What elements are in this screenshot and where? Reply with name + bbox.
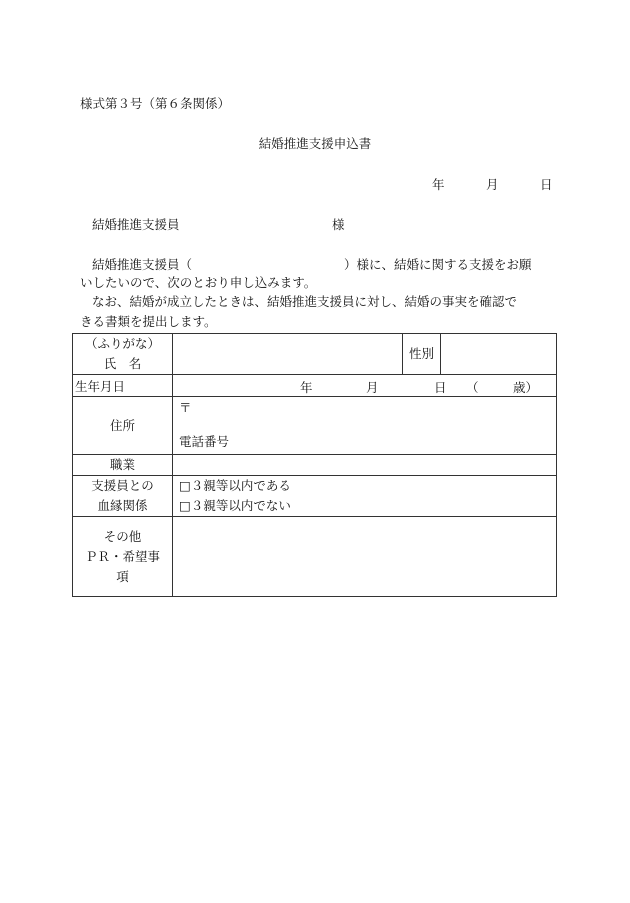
body-line-2: いしたいので、次のとおり申し込みます。	[80, 275, 317, 290]
pr-label-cell	[73, 517, 173, 597]
address-row	[73, 397, 557, 455]
relation-label-2: 血縁関係	[97, 498, 148, 513]
checkbox-icon[interactable]: □	[179, 498, 191, 513]
body-line-4: きる書類を提出します。	[80, 314, 217, 329]
address-field[interactable]	[173, 397, 557, 455]
birth-year-label: 年	[300, 380, 313, 395]
birth-month-label: 月	[366, 380, 379, 395]
gender-field[interactable]	[441, 334, 557, 375]
name-label: 氏 名	[103, 356, 142, 371]
other-label: その他	[103, 528, 142, 544]
relation-options	[173, 476, 557, 517]
application-form-table	[72, 333, 557, 597]
birthdate-row	[73, 375, 557, 397]
name-field[interactable]	[173, 334, 403, 375]
date-year-label: 年	[432, 177, 445, 192]
birth-day-label: 日	[434, 380, 447, 395]
body-line-1a: 結婚推進支援員（	[92, 257, 193, 272]
birthdate-field[interactable]	[173, 375, 557, 397]
address-label: 住所	[73, 397, 173, 455]
relation-label-1: 支援員との	[91, 478, 154, 493]
gender-label: 性別	[403, 334, 441, 375]
document-title: 結婚推進支援申込書	[258, 136, 372, 151]
addressee-honorific: 様	[332, 217, 345, 232]
option-2-label: ３親等以内でない	[190, 498, 291, 513]
age-open-paren: （	[466, 380, 479, 395]
relation-label-cell	[73, 476, 173, 517]
phone-label: 電話番号	[179, 434, 230, 449]
occupation-field[interactable]	[173, 455, 557, 476]
furigana-label: （ふりがな）	[84, 336, 160, 351]
occupation-row	[73, 455, 557, 476]
body-line-1b: ）様に、結婚に関する支援をお願	[344, 257, 532, 272]
option-within-3rd-degree[interactable]	[179, 476, 550, 496]
pr-field[interactable]	[173, 517, 557, 597]
addressee-label: 結婚推進支援員	[92, 217, 180, 232]
pr-label: ＰＲ・希望事項	[84, 548, 160, 584]
postal-mark: 〒	[179, 400, 192, 415]
date-month-label: 月	[486, 177, 499, 192]
age-label: 歳）	[513, 380, 539, 395]
name-label-cell	[73, 334, 173, 375]
option-not-within-3rd-degree[interactable]	[179, 496, 550, 516]
pr-row	[73, 517, 557, 597]
body-line-3: なお、結婚が成立したときは、結婚推進支援員に対し、結婚の事実を確認で	[92, 294, 518, 309]
relation-row	[73, 476, 557, 517]
date-day-label: 日	[540, 177, 553, 192]
option-1-label: ３親等以内である	[190, 478, 291, 493]
birthdate-label: 生年月日	[73, 375, 173, 397]
name-row	[73, 334, 557, 375]
form-number: 様式第３号（第６条関係）	[80, 96, 231, 111]
occupation-label: 職業	[73, 455, 173, 476]
checkbox-icon[interactable]: □	[179, 478, 191, 493]
